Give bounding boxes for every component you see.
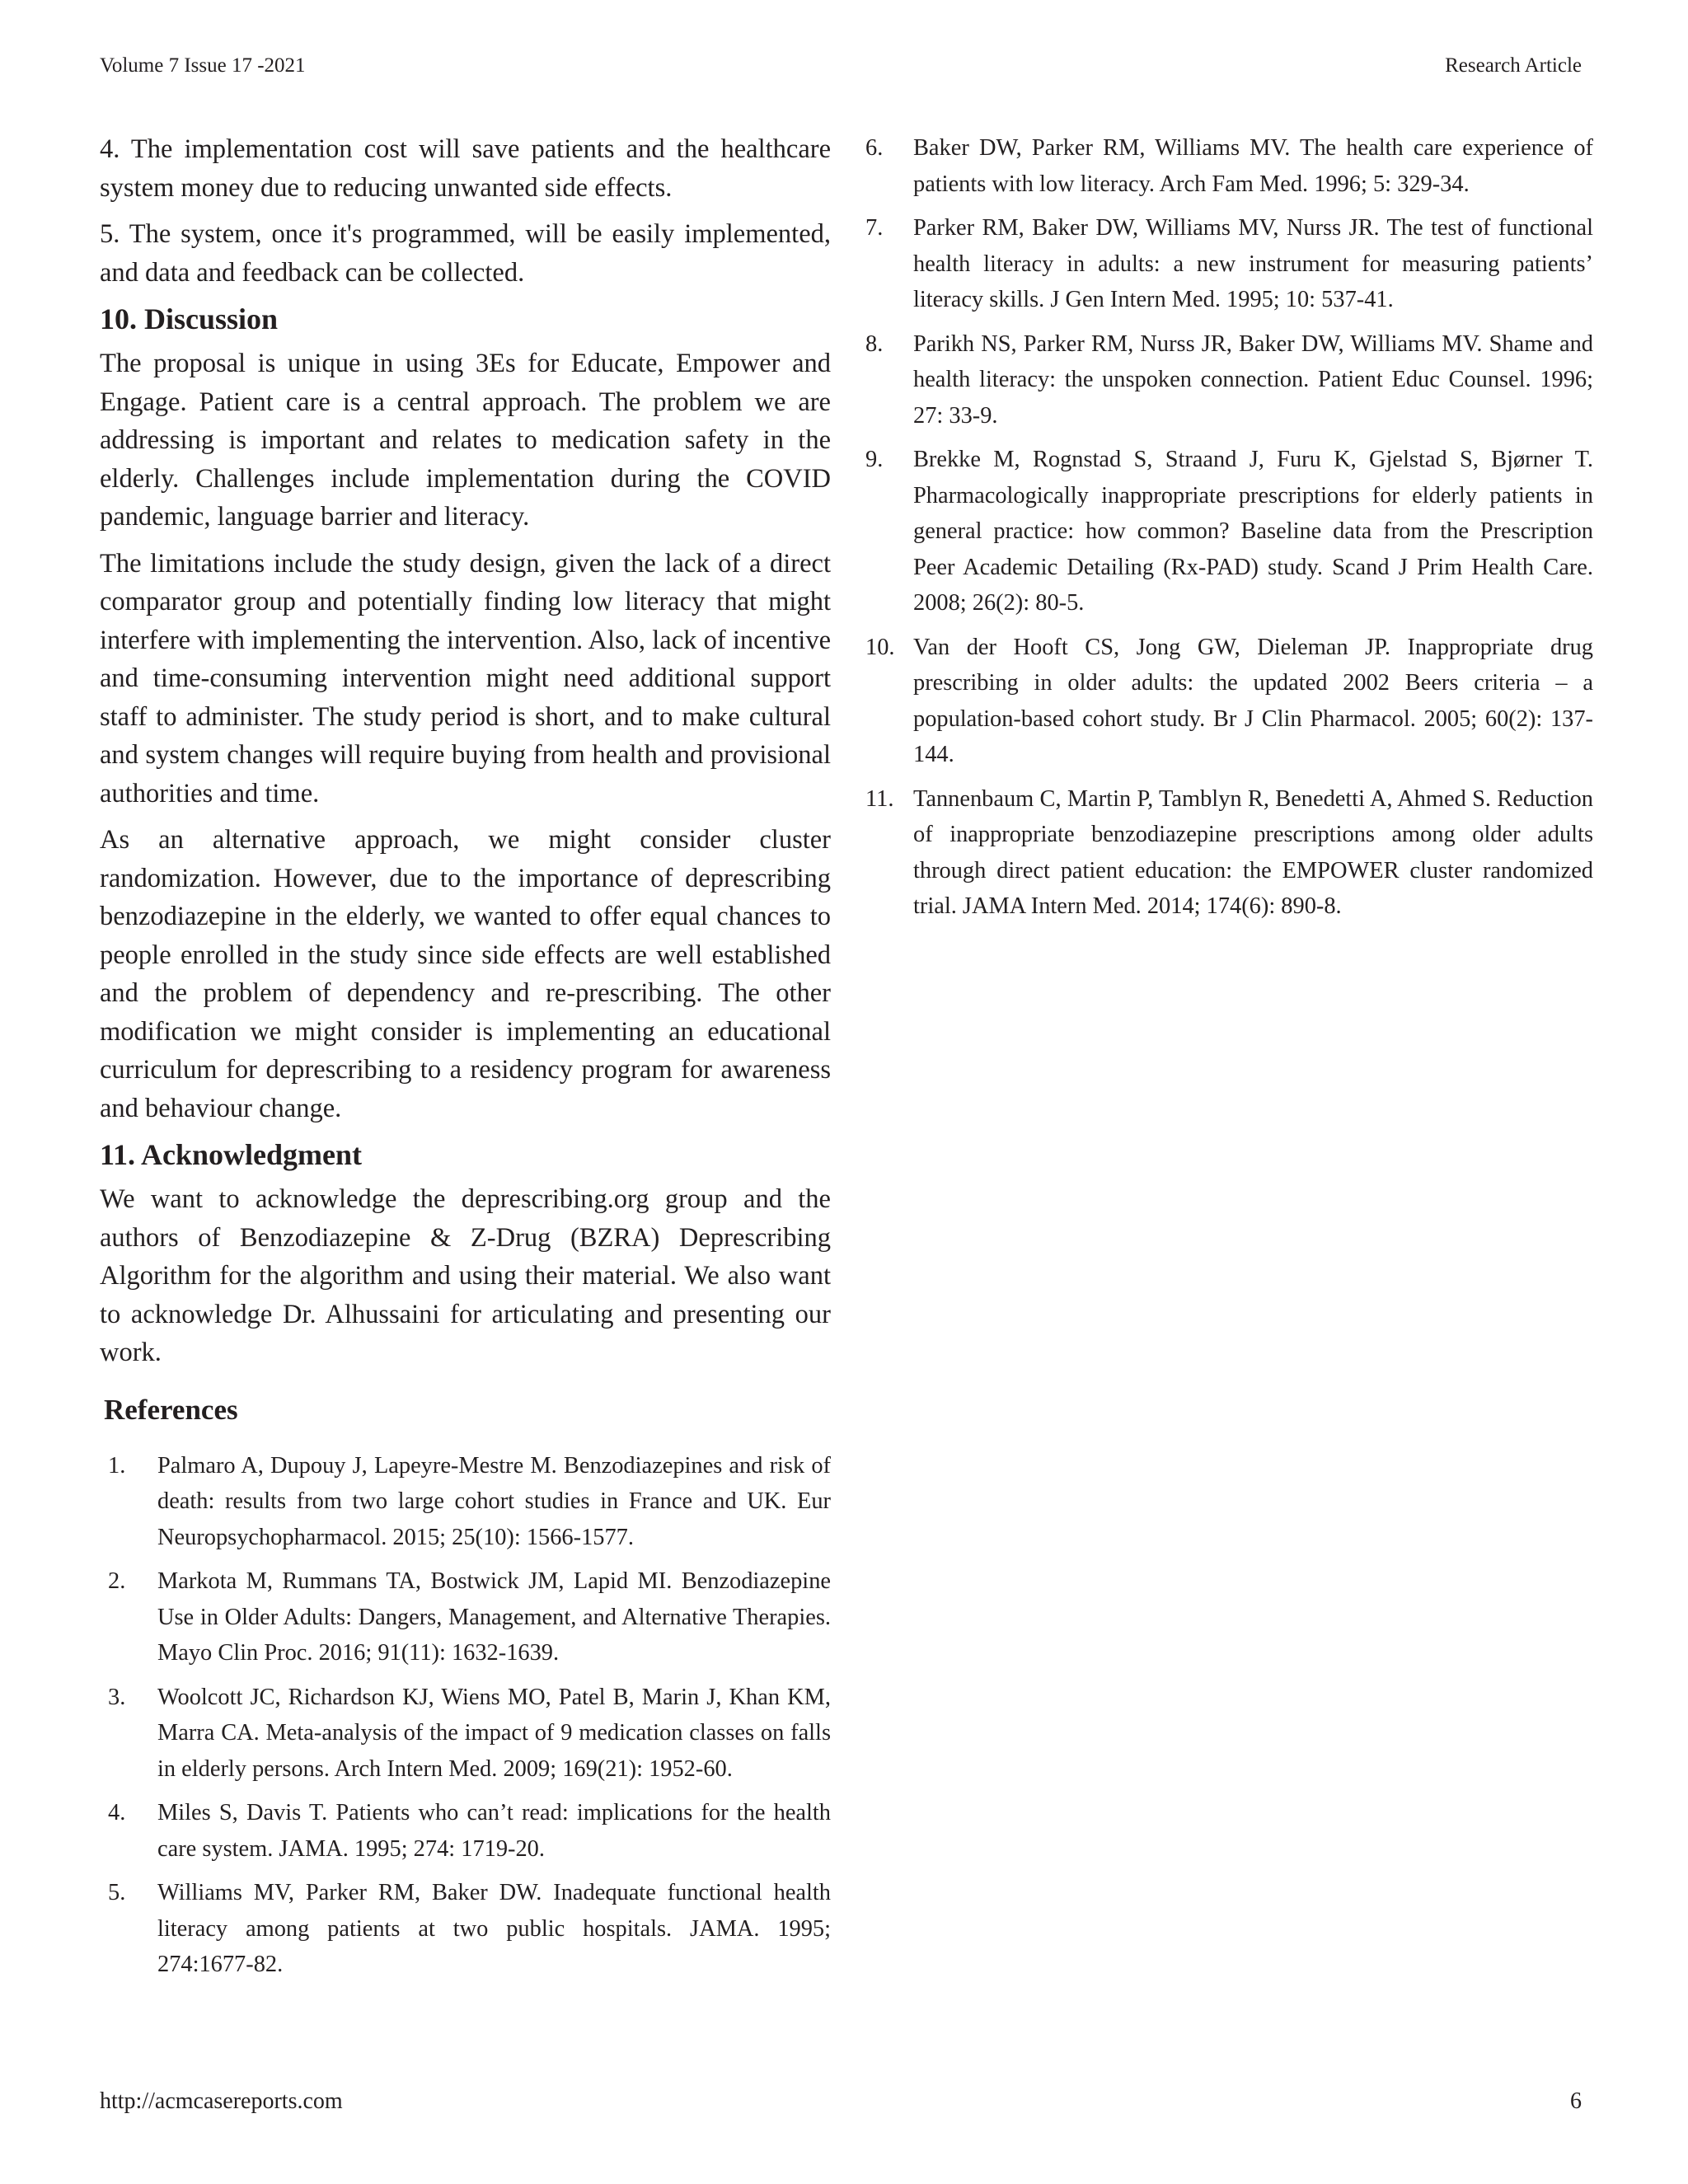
references-list-right <box>865 130 1593 925</box>
reference-item <box>100 1875 831 1983</box>
reference-item <box>865 630 1593 773</box>
reference-item <box>100 1680 831 1788</box>
discussion-paragraph-2: The limitations include the study design, given the lack of a direct comparator group and potentially finding low literacy that might interfere with implementing the intervention. Also, lack of incentive and time-consuming intervention might need additional support staff to administer. The study period is short, and to make cultural and system changes will require buying from health and provisional authorities and time. <box>100 548 831 808</box>
reference-number: 6. <box>865 135 884 161</box>
reference-item <box>100 1448 831 1556</box>
reference-number: 7. <box>865 215 884 241</box>
left-column <box>100 130 831 1991</box>
reference-number: 1. <box>108 1452 126 1479</box>
discussion-heading: 10. Discussion <box>100 302 279 335</box>
reference-item <box>100 1563 831 1671</box>
reference-text: Van der Hooft CS, Jong GW, Dieleman JP. Inappropriate drug prescribing in older adults: the updated 2002 Beers criteria – a population-based cohort study. Br J Clin Pharmacol. 2005; 60(2): 137-144. <box>913 634 1593 767</box>
reference-text: Williams MV, Parker RM, Baker DW. Inadequate functional health literacy among patients at two public hospitals. JAMA. 1995; 274:1677-82. <box>157 1880 831 1977</box>
list-item-4: 4. The implementation cost will save patients and the healthcare system money due to reducing unwanted side effects. <box>100 134 831 203</box>
reference-text: Tannenbaum C, Martin P, Tamblyn R, Benedetti A, Ahmed S. Reduction of inappropriate benzodiazepine prescriptions among older adults through direct patient education: the EMPOWER cluster randomized trial. JAMA Intern Med. 2014; 174(6): 890-8. <box>913 785 1593 919</box>
reference-number: 11. <box>865 785 894 812</box>
reference-text: Baker DW, Parker RM, Williams MV. The health care experience of patients with low literacy. Arch Fam Med. 1996; 5: 329-34. <box>913 135 1593 197</box>
reference-number: 4. <box>108 1800 126 1825</box>
discussion-paragraph-1: The proposal is unique in using 3Es for Educate, Empower and Engage. Patient care is a central approach. The problem we are addressing is important and relates to medication safety in the elderly. Challenges include implementation during the COVID pandemic, language barrier and literacy. <box>100 349 831 532</box>
reference-text: Woolcott JC, Richardson KJ, Wiens MO, Patel B, Marin J, Khan KM, Marra CA. Meta-analysis of the impact of 9 medication classes on falls in elderly persons. Arch Intern Med. 2009; 169(21): 1952-60. <box>157 1684 831 1782</box>
footer-url[interactable]: http://acmcasereports.com <box>100 2088 343 2114</box>
references-list-left <box>100 1448 831 1983</box>
reference-item <box>865 210 1593 318</box>
running-head-article-type: Research Article <box>1445 54 1582 77</box>
reference-text: Parikh NS, Parker RM, Nurss JR, Baker DW, Williams MV. Shame and health literacy: the unspoken connection. Patient Educ Counsel. 1996; 27: 33-9. <box>913 330 1593 429</box>
reference-text: Parker RM, Baker DW, Williams MV, Nurss JR. The test of functional health literacy in adults: a new instrument for measuring patients’ literacy skills. J Gen Intern Med. 1995; 10: 537-41. <box>913 215 1593 312</box>
reference-item <box>865 442 1593 621</box>
reference-number: 10. <box>865 634 895 660</box>
reference-item <box>865 781 1593 925</box>
reference-item <box>865 326 1593 434</box>
reference-text: Palmaro A, Dupouy J, Lapeyre-Mestre M. Benzodiazepines and risk of death: results from two large cohort studies in France and UK. Eur Neuropsychopharmacol. 2015; 25(10): 1566-1577. <box>157 1452 831 1550</box>
running-head-volume: Volume 7 Issue 17 -2021 <box>100 54 306 77</box>
reference-number: 9. <box>865 447 884 472</box>
acknowledgment-heading: 11. Acknowledgment <box>100 1138 363 1171</box>
discussion-paragraph-3: As an alternative approach, we might consider cluster randomization. However, due to the importance of deprescribing benzodiazepine in the elderly, we wanted to offer equal chances to people enrolled in the study since side effects are well established and the problem of dependency and re-prescribing. The other modification we might consider is implementing an educational curriculum for deprescribing to a residency program for awareness and behaviour change. <box>100 825 831 1123</box>
page-number: 6 <box>1570 2088 1582 2114</box>
reference-text: Miles S, Davis T. Patients who can’t read: implications for the health care system. JAMA. 1995; 274: 1719-20. <box>157 1800 831 1862</box>
acknowledgment-paragraph: We want to acknowledge the deprescribing.org group and the authors of Benzodiazepine & Z-Drug (BZRA) Deprescribing Algorithm for the algorithm and using their material. We also want to acknowledge Dr. Alhussaini for articulating and presenting our work. <box>100 1184 831 1367</box>
reference-text: Markota M, Rummans TA, Bostwick JM, Lapid MI. Benzodiazepine Use in Older Adults: Dangers, Management, and Alternative Therapies. Mayo Clin Proc. 2016; 91(11): 1632-1639. <box>157 1568 831 1666</box>
reference-item <box>100 1795 831 1867</box>
list-item-5: 5. The system, once it's programmed, will be easily implemented, and data and feedback can be collected. <box>100 219 831 288</box>
reference-number: 8. <box>865 330 884 357</box>
reference-number: 2. <box>108 1568 126 1594</box>
reference-number: 3. <box>108 1684 126 1710</box>
reference-item <box>865 130 1593 202</box>
reference-text: Brekke M, Rognstad S, Straand J, Furu K, Gjelstad S, Bjørner T. Pharmacologically inappropriate prescriptions for elderly patients in general practice: how common? Baseline data from the Prescription Peer Academic Detailing (Rx-PAD) study. Scand J Prim Health Care. 2008; 26(2): 80-5. <box>913 447 1593 616</box>
right-column <box>865 130 1593 933</box>
references-heading: References <box>104 1393 238 1426</box>
reference-number: 5. <box>108 1880 126 1905</box>
